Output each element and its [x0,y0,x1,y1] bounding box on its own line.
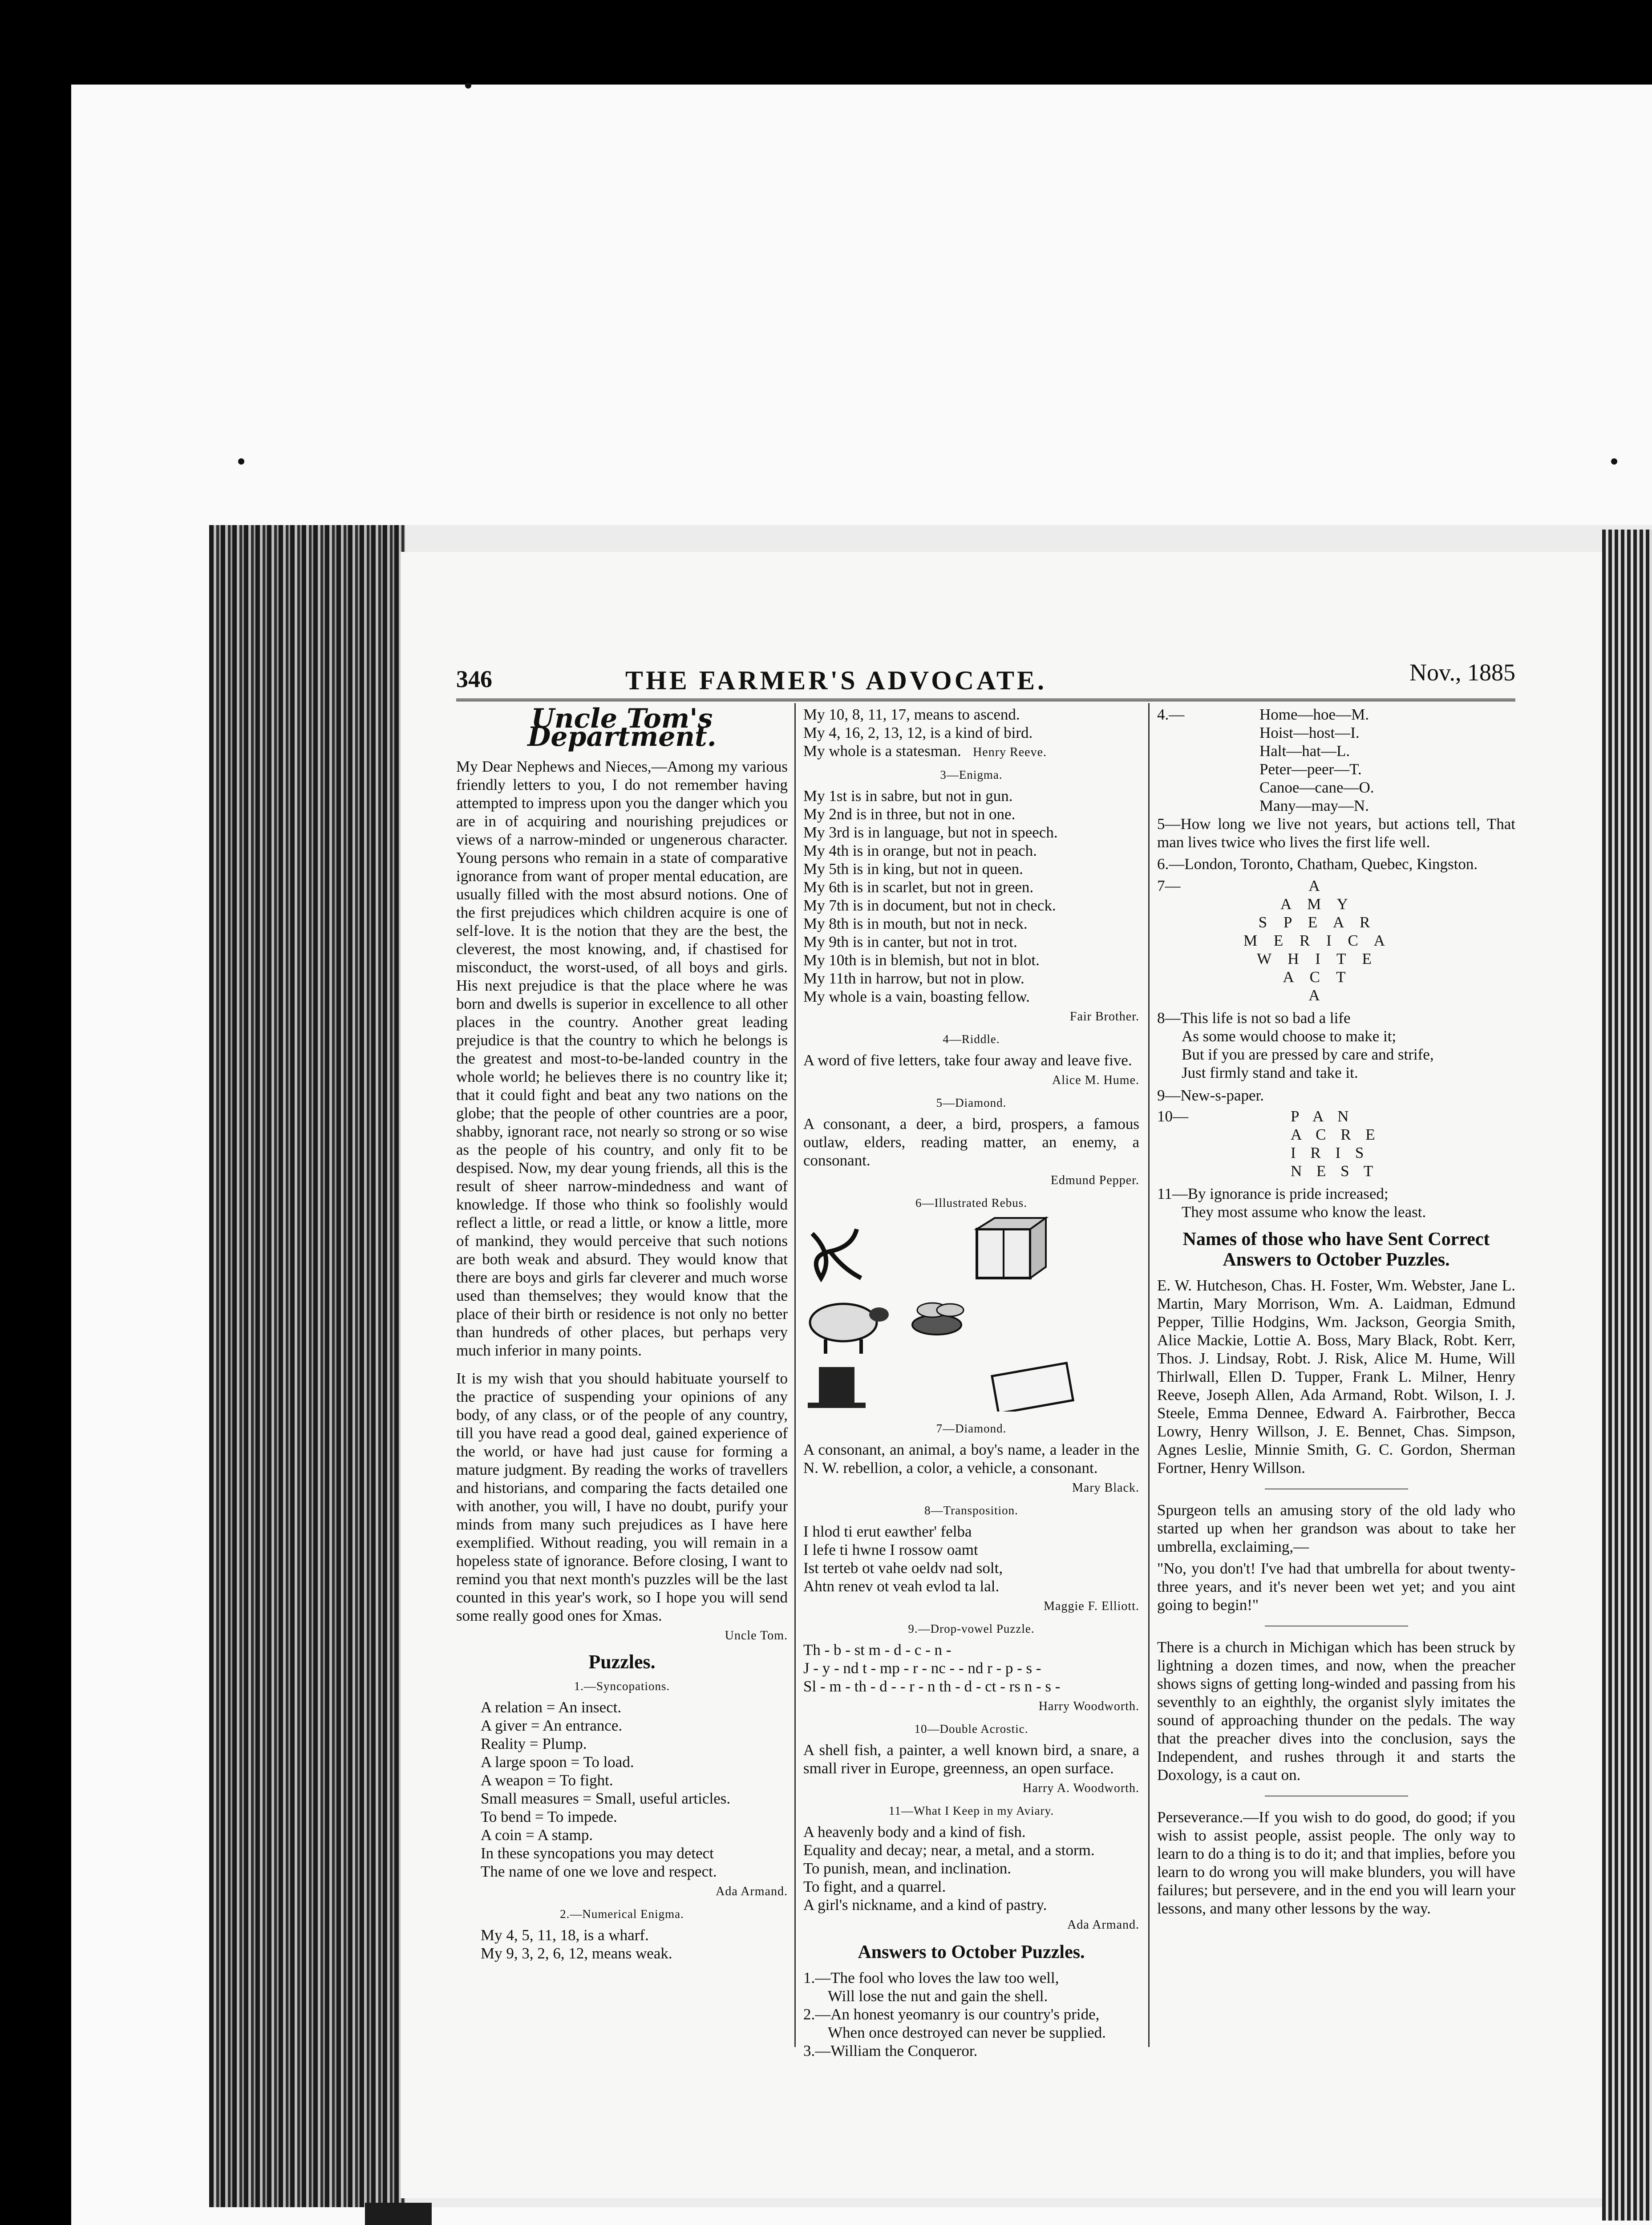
answer-line: P A N [1291,1108,1354,1125]
puzzle-2-body [456,1926,788,1962]
rebus-illustration [803,1216,1139,1412]
answer-line: W H I T E [1257,950,1378,967]
answer-line: Will lose the nut and gain the shell. [828,1987,1048,2005]
puzzle-author: Edmund Pepper. [1050,1173,1139,1187]
scan-speck [465,82,471,89]
answer-line: A C R E [1291,1126,1381,1143]
column-rule [1148,703,1150,2047]
puzzle-line: My 4, 16, 2, 13, 12, is a kind of bird. [803,724,1033,741]
puzzle-author: Fair Brother. [1069,1010,1139,1024]
puzzle-line: My 9, 3, 2, 6, 12, means weak. [481,1945,672,1962]
puzzle-title: 10—Double Acrostic. [914,1722,1028,1736]
puzzle-line: Reality = Plump. [481,1735,587,1752]
puzzle-line: A girl's nickname, and a kind of pastry. [803,1896,1047,1914]
puzzle-text: A consonant, an animal, a boy's name, a leader in the N. W. rebellion, a color, a vehicle, a consonant. [803,1441,1139,1477]
puzzle-line: I hlod ti erut eawther' felba [803,1523,972,1540]
answer-line: A [1308,877,1326,894]
puzzle-line: J - y - nd t - mp - r - nc - - nd r - p - s - [803,1659,1041,1677]
puzzle-1-body [456,1698,788,1881]
spurgeon-quote: "No, you don't! I've had that umbrella for about twenty-three years, and it's never been wet yet; and you aint going to begin!" [1157,1560,1515,1614]
answer-line: They most assume who know the least. [1182,1203,1426,1221]
answer-label: 7— [1157,877,1181,894]
answer-line: Just firmly stand and take it. [1182,1064,1358,1081]
puzzle-author: Maggie F. Elliott. [1044,1599,1139,1613]
puzzle-line: My 10, 8, 11, 17, means to ascend. [803,706,1020,723]
answer-7 [1157,877,1515,1004]
puzzle-line: My 10th is in blemish, but not in blot. [803,951,1040,969]
answer-text: 5—How long we live not years, but actions tell, That man lives twice who lives the first life well. [1157,815,1515,851]
puzzle-line: To punish, mean, and inclination. [803,1860,1012,1877]
puzzle-line: A large spoon = To load. [481,1753,634,1771]
masthead-title: THE FARMER'S ADVOCATE. [625,666,1047,695]
puzzle-line: Small measures = Small, useful articles. [481,1790,731,1807]
puzzle-author: Henry Reeve. [973,745,1047,759]
scan-speck [1611,458,1617,465]
column-2 [803,705,1139,2060]
puzzle-line: To bend = To impede. [481,1808,617,1825]
puzzle-author: Ada Armand. [716,1885,788,1898]
puzzle-line: My whole is a statesman. Henry Reeve. [803,742,1047,760]
answer-line: 11—By ignorance is pride increased; [1157,1185,1389,1202]
illustrated-rebus [803,1216,1139,1412]
answer-line: 2.—An honest yeomanry is our country's pride, [803,2006,1100,2023]
letter-paragraph: My Dear Nephews and Nieces,—Among my various friendly letters to you, I do not remember having attempted to impress upon you the danger which you are in of acquiring and nourishing prejudices or views of a narrow-minded or ungenerous character. Young persons who remain in a state of comparative ignorance from want of proper mental education, are usually filled with the most absurd notions. One of the first prejudices which children acquire is one of self-love. It is the notion that they are the best, the cleverest, the most knowing, and, if chastised for misconduct, the worst-used, of all boys and girls. His next prejudice is that the place where he was born and dwells is superior in excellence to all other places in the country. Another great leading prejudice is that the country to which he belongs is the greatest and most-to-be-landed country in the whole world; he believes there is no country like it; that it could fight and beat any two nations on the globe; that the people of other countries are a poor, shabby, ignorant race, not nearly so strong or so wise as the people of his country, and only fit to be despised. Now, my dear young friends, all this is the result of sheer narrow-mindedness and want of knowledge. If those who think so foolishly would reflect a little, or read a little, or know a little, more of mankind, they would perceive that such notions are both weak and absurd. They would know that there are boys and girls far cleverer and much worse used than themselves; they would know that the place of their birth or residence is not only no better than hundreds of other places, but perhaps very much inferior in many points. [456,758,788,1359]
column-rule [794,703,796,2047]
puzzle-line: Equality and decay; near, a metal, and a storm. [803,1841,1095,1859]
answer-label: 4.— [1157,706,1185,723]
puzzle-line: My 11th in harrow, but not in plow. [803,970,1024,987]
puzzle-title: 9.—Drop-vowel Puzzle. [908,1622,1035,1635]
puzzle-line: My 3rd is in language, but not in speech. [803,824,1058,841]
puzzle-text: A shell fish, a painter, a well known bird, a snare, a small river in Europe, greenness, an open surface. [803,1741,1139,1777]
puzzle-line: My 5th is in king, but not in queen. [803,860,1023,878]
issue-date: Nov., 1885 [1409,659,1515,686]
answer-10 [1157,1107,1515,1180]
puzzles-heading: Puzzles. [588,1651,656,1673]
answers-heading: Answers to October Puzzles. [858,1942,1085,1962]
answer-line: S P E A R [1258,914,1377,931]
box-icon [977,1218,1046,1278]
answer-line: A [1308,987,1326,1004]
scan-speck [238,458,244,465]
answer-line: But if you are pressed by care and strife, [1182,1046,1434,1063]
puzzle-author: Mary Black. [1072,1481,1139,1495]
puzzle-author: Harry Woodworth. [1038,1699,1139,1713]
answer-4-lines [1259,705,1374,815]
puzzle-line: A relation = An insect. [481,1699,622,1716]
top-hat-icon [808,1367,866,1408]
puzzle-title: 7—Diamond. [936,1422,1007,1435]
letter-paragraph: It is my wish that you should habituate yourself to the practice of suspending your opinions of any body, of any class, or of the people of any country, till you have read a good deal, gained experience of the world, or have had just cause for forming a mature judgment. By reading the works of travellers and historians, and comparing the facts detailed one with another, you will, I have no doubt, purify your minds from many such prejudices as I have here exemplified. Without reading, you will remain in a hopeless state of ignorance. Before closing, I want to remind you that next month's puzzles will be the last counted in this year's work, so I hope you will send some really good ones for Xmas. [456,1370,788,1624]
book-spine [365,2203,432,2225]
names-list: E. W. Hutcheson, Chas. H. Foster, Wm. Webster, Jane L. Martin, Mary Morrison, Wm. A. Laidman, Edmund Pepper, Tillie Hodgins, Wm. Jackson, Georgia Smith, Alice Mackie, Lottie A. Boss, Mary Black, Robt. Kerr, Thos. J. Lindsay, Robt. J. Risk, Alice M. Hume, Will Thirlwall, Ellen D. Tupper, Frank L. Milner, Henry Reeve, Joseph Allen, Ada Armand, Robt. Wilson, I. J. Steele, Emma Dennee, Edward A. Fairbrother, Becca Lowry, Henry Willson, J. E. Bennet, Chas. Simpson, Agnes Leslie, Minnie Smith, G. C. Gordon, Sherman Fortner, Henry Willson. [1157,1277,1515,1477]
answer-label: 10— [1157,1108,1188,1125]
puzzle-line: Sl - m - th - d - - r - n th - d - ct - rs n - s - [803,1678,1061,1695]
puzzle-line: Th - b - st m - d - c - n - [803,1641,952,1659]
answer-4 [1157,705,1515,815]
answer-line: Canoe—cane—O. [1259,779,1374,796]
answer-line: 8—This life is not so bad a life [1157,1009,1351,1027]
puzzle-title: 1.—Syncopations. [574,1679,670,1693]
answer-line: I R I S [1291,1144,1369,1161]
puzzle-title: 3—Enigma. [940,768,1003,781]
answer-line: Hoist—host—I. [1259,724,1360,741]
answer-line: A M Y [1280,895,1354,913]
puzzle-line: My 4, 5, 11, 18, is a wharf. [481,1926,649,1944]
puzzle-title: 5—Diamond. [936,1096,1007,1109]
puzzle-line: To fight, and a quarrel. [803,1878,946,1895]
puzzle-title: 11—What I Keep in my Aviary. [888,1804,1054,1817]
right-page-edge [1602,530,1652,2221]
answer-line: M E R I C A [1243,932,1391,949]
puzzle-line: My 7th is in document, but not in check. [803,897,1056,914]
puzzle-line: My 2nd is in three, but not in one. [803,805,1016,823]
puzzle-line: My 8th is in mouth, but not in neck. [803,915,1028,932]
church-text: There is a church in Michigan which has been struck by lightning a dozen times, and now, when the preacher shows signs of getting long-winded and passing from his seventhly to an eighthly, the organist slyly imitates the sound of approaching thunder on the pedals. The way that the preacher dives into the conclusion, says the Independent, and rushes through it and starts the Doxology, is a caut on. [1157,1638,1515,1784]
page-number: 346 [456,666,492,692]
answer-line: When once destroyed can never be supplied. [828,2024,1106,2041]
answer-7-diamond [1224,877,1411,1004]
page-header [456,659,1515,701]
scroll-icon [992,1363,1073,1412]
puzzle-line: Ist terteb ot vahe oeldv nad solt, [803,1559,1003,1577]
puzzle-line: A coin = A stamp. [481,1826,593,1844]
answer-line: Home—hoe—M. [1259,706,1369,723]
puzzle-author: Ada Armand. [1067,1918,1139,1932]
letter-signature: Uncle Tom. [725,1629,788,1642]
puzzle-line: In these syncopations you may detect [481,1845,714,1862]
answer-line: Halt—hat—L. [1259,742,1350,760]
puzzle-line: My 6th is in scarlet, but not in green. [803,878,1034,896]
department-title: Uncle Tom's Department. [527,703,717,752]
puzzle-line: My whole is a vain, boasting fellow. [803,988,1030,1005]
answer-line: Peter—peer—T. [1259,761,1362,778]
puzzle-line: A giver = An entrance. [481,1717,623,1734]
answer-text: 6.—London, Toronto, Chatham, Quebec, Kingston. [1157,855,1478,873]
puzzle-line: Ahtn renev ot veah evlod ta lal. [803,1578,1000,1595]
puzzle-line: I lefe ti hwne I rossow oamt [803,1541,978,1558]
answer-line: 1.—The fool who loves the law too well, [803,1969,1059,1986]
answer-10-square [1291,1107,1381,1180]
puzzle-line: A heavenly body and a kind of fish. [803,1823,1026,1841]
sheep-icon [810,1304,889,1354]
newspaper-page [401,552,1602,2198]
perseverance-text: Perseverance.—If you wish to do good, do good; if you wish to assist people, assist people. The only way to learn to do a thing is to do it; and that implies, before you learn to do wrong you will make blunders, you will have failures; but persevere, and in the end you will learn your lessons, and many other lessons by the way. [1157,1808,1515,1917]
answer-line: A C T [1283,968,1352,986]
puzzle-author: Alice M. Hume. [1052,1073,1139,1087]
puzzle-text: A consonant, a deer, a bird, prospers, a famous outlaw, elders, reading matter, an enemy, a consonant. [803,1115,1139,1169]
puzzle-author: Harry A. Woodworth. [1023,1781,1139,1795]
puzzle-line: The name of one we love and respect. [481,1863,717,1880]
rope-bow-icon [812,1229,861,1278]
answer-line: 3.—William the Conqueror. [803,2042,978,2059]
puzzle-title: 8—Transposition. [924,1504,1018,1517]
puzzle-title: 2.—Numerical Enigma. [560,1907,684,1921]
puzzle-line: My 1st is in sabre, but not in gun. [803,787,1013,805]
spurgeon-text: Spurgeon tells an amusing story of the old lady who started up when her grandson was about to take her umbrella, exclaiming,— [1157,1501,1515,1555]
answer-line: As some would choose to make it; [1182,1028,1397,1045]
answer-line: 9—New-s-paper. [1157,1087,1264,1104]
page-stack-edge [209,525,405,2207]
column-1 [456,705,788,1962]
puzzle-title: 4—Riddle. [943,1032,1000,1046]
puzzle-title: 6—Illustrated Rebus. [915,1196,1027,1210]
puzzle-line: My 4th is in orange, but not in peach. [803,842,1037,859]
puzzle-line: My 9th is in canter, but not in trot. [803,933,1017,951]
answer-line: Many—may—N. [1259,797,1369,814]
names-heading: Names of those who have Sent Correct Answers to October Puzzles. [1182,1229,1490,1270]
answer-line: N E S T [1291,1162,1379,1180]
header-rule [456,699,1515,701]
bee-icon [912,1303,964,1335]
puzzle-text: A word of five letters, take four away and leave five. [803,1052,1132,1069]
puzzle-line: A weapon = To fight. [481,1772,613,1789]
column-3 [1157,705,1515,1918]
